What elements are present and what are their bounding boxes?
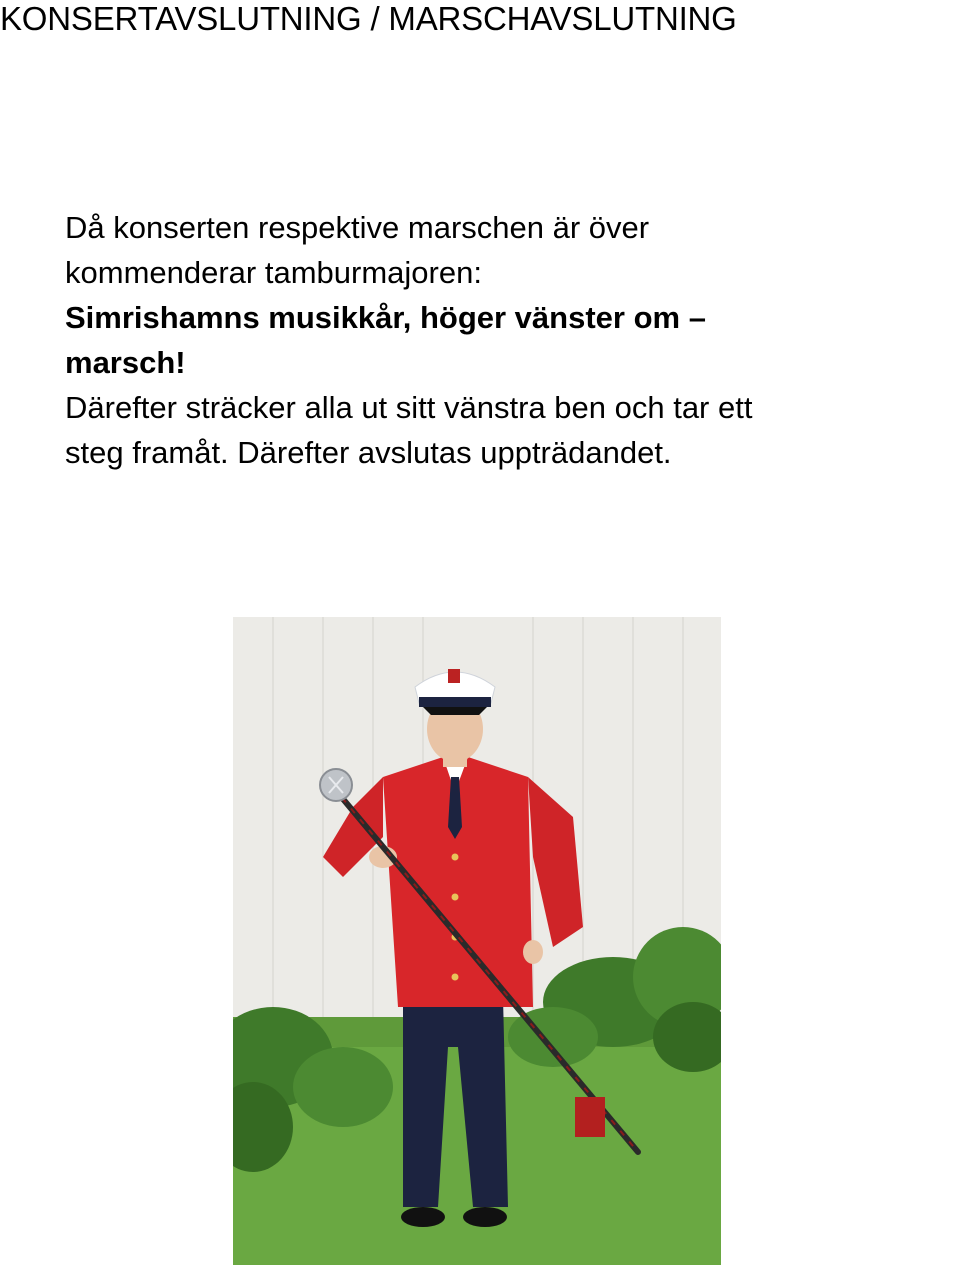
drum-major-photo <box>233 617 721 1265</box>
page-title: KONSERTAVSLUTNING / MARSCHAVSLUTNING <box>0 0 737 37</box>
text-line: Därefter sträcker alla ut sitt vänstra ben och tar ett <box>65 390 753 425</box>
shoe <box>401 1207 445 1227</box>
text-line: kommenderar tamburmajoren: <box>65 255 482 290</box>
text-line: steg framåt. Därefter avslutas uppträdandet. <box>65 435 672 470</box>
shoe <box>463 1207 507 1227</box>
mace-tassel <box>575 1097 605 1137</box>
command-text: marsch! <box>65 345 186 380</box>
command-text: Simrishamns musikkår, höger vänster om – <box>65 300 706 335</box>
instruction-text <box>65 205 945 475</box>
text-line: Då konserten respektive marschen är över <box>65 210 650 245</box>
